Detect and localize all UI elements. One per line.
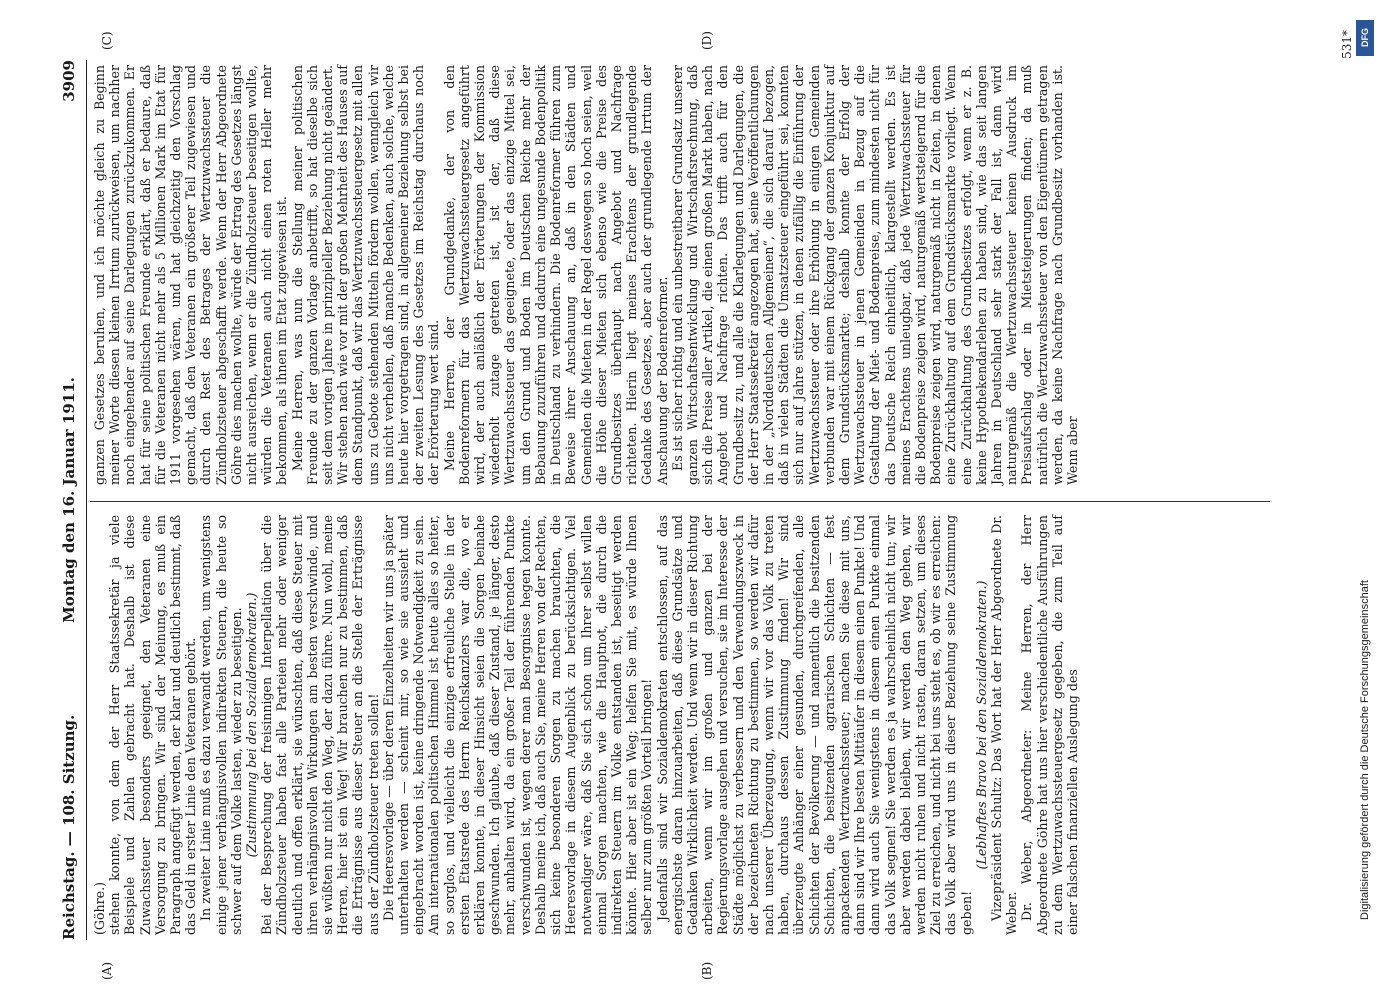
left-column bbox=[92, 515, 1080, 935]
dfg-logo: DFG bbox=[1356, 20, 1374, 56]
column-rule bbox=[90, 501, 1270, 502]
margin-mark-a: (A) bbox=[100, 961, 114, 980]
paragraph: Die Heeresvorlage — über deren Einzelheiten wir uns ja später unterhalten werden — scheint mir, so wie sie aussieht und eingebracht worden ist, keine dringende Notwendigkeit zu sein. Am internationalen politischen Himmel ist heute alles so heiter, so sorglos, und vielleicht die einzige erfreuliche Stelle in der ersten Etatsrede des Herrn Reichskanzlers war die, wo er erklären konnte, in dieser Hinsicht seien die Sorgen beinahe geschwunden. Ich glaube, daß dieser Zustand, je länger, desto mehr, anhalten wird, da ein großer Teil der führenden Punkte verschwunden ist, wegen derer man Besorgnisse hegen konnte. Deshalb meine ich, daß auch Sie, meine Herren von der Rechten, sich keine besonderen Sorgen zu machen brauchten, die Heeresvorlage in diesem Augenblick zu berücksichtigen. Viel notwendiger wäre, daß Sie sich schon um Ihrer selbst willen einmal Sorgen machten, wie die Hauptnot, die durch die indirekten Steuern im Volke entstanden ist, beseitigt werden könnte. Hier aber ist ein Weg; helfen Sie mit, es würde Ihnen selber nur zum größten Vorteil bringen! bbox=[380, 515, 655, 935]
paragraph: Jedenfalls sind wir Sozialdemokraten entschlossen, auf das energischste daran hinzuarbeiten, daß diese Grundsätze und Gedanken Wirklichkeit werden. Und wenn wir in dieser Richtung arbeiten, wenn wir im großen und ganzen bei der Regierungsvorlage ausgehen und versuchen, sie im Interesse der Städte möglichst zu verbessern und den Verwendungszweck in der bezeichneten Richtung zu bestimmen, so werden wir dafür nach unserer Überzeugung, wenn wir vor das Volk zu treten haben, durchaus dessen Zustimmung finden! Wir sind überzeugte Anhänger einer gesunden, durchgreifenden, alle Schichten der Bevölkerung — und namentlich die besitzenden Schichten, die besitzenden agrarischen Schichten — fest anpackenden Wertzuwachssteuer; machen Sie diese mit uns, dann sind wir Ihre besten Mittäufer in diesem einen Punkte! Und dann wird auch Sie wenigstens in diesem einen Punkte einmal das Volk segnen! Sie werden es ja wahrscheinlich nicht tun; wir aber werden dabei bleiben, wir werden den Weg gehen, wir werden nicht ruhen und nicht rasten, daran setzen, um dieses Ziel zu erreichen, und nicht bei uns steht es, ob wir es erreichen: das Volk aber wird uns in dieser Beziehung seine Zustimmung geben! bbox=[654, 515, 974, 935]
paragraph: In zweiter Linie muß es dazu verwandt werden, um wenigstens einige jener verhängnisvollen indirekten Steuern, die heute so schwer auf dem Volke lasten, wieder zu beseitigen. bbox=[198, 515, 244, 935]
page-header bbox=[60, 60, 84, 940]
dfg-banner bbox=[1350, 20, 1380, 980]
dfg-text: Digitalisierung gefördert durch die Deutsche Forschungsgemeinschaft bbox=[1359, 580, 1371, 920]
margin-mark-d: (D) bbox=[700, 31, 714, 50]
newspaper-page bbox=[40, 20, 1354, 980]
right-column bbox=[92, 65, 1080, 485]
paragraph: (Göhre.) bbox=[92, 881, 107, 935]
paragraph: Dr. Weber, Abgeordneter: Meine Herren, der Herr Abgeordnete Göhre hat uns hier verschiedentliche Ausführungen zu dem Wertzuwachssteuergesetz gegeben, die zum Teil auf einer falschen finanziellen Auslegung des bbox=[1019, 515, 1080, 935]
header-left: Reichstag. — 108. Sitzung. bbox=[60, 714, 78, 940]
paragraph: Es ist sicher richtig und ein unbestreitbarer Grundsatz unserer ganzen Wirtschaftsentwicklung und Wirtschaftsrechnung, daß sich die Preise aller Artikel, die einen großen Markt haben, nach Angebot und Nachfrage richten. Das trifft auch für den Grundbesitz zu, und alle die Klarlegungen und Darlegungen, die der Herr Staatssekretär angezogen hat, seine Veröffentlichungen in der „Norddeutschen Allgemeinen“, die sich darauf bezogen, daß in vielen Städten die Umsatzsteuer eingeführt sei, konnten sich nur auf Jahre stützen, in denen zufällig die Einführung der Wertzuwachssteuer oder ihre Erhöhung in einigen Gemeinden verbunden war mit einem Rückgang der ganzen Konjunktur auf dem Grundstücksmarkte; deshalb konnte der Erfolg der Wertzuwachssteuer in jenen Gemeinden in Bezug auf die Gestaltung der Miet- und Bodenpreise, zum mindesten nicht für das Deutsche Reich einheitlich, klargestellt werden. Es ist meines Erachtens unleugbar, daß jede Wertzuwachssteuer für die Bodenpreise zeigen wird, naturgemäß wertsteigernd für die Bodenpreise zeigen wird, naturgemäß nicht in Zeiten, in denen eine Zurückhaltung auf dem Grundstücksmarkte vorliegt. Wenn eine Zurückhaltung des Grundbesitzes erfolgt, wenn er z. B. keine Hypothekendarlehen zu haben sind, wie das seit langen Jahren in Deutschland sehr stark der Fall ist, dann wird naturgemäß die Wertzuwachssteuer keinen Ausdruck im Preisaufschlag oder in Mietsteigerungen finden; da muß natürlich die Wertzuwachssteuer von den Eigentümern getragen werden, da keine Nachfrage nach Grundbesitz vorhanden ist. Wenn aber bbox=[669, 65, 1080, 485]
header-date: Montag den 16. Januar 1911. bbox=[60, 377, 78, 623]
page-footer: 531* bbox=[1340, 30, 1354, 59]
margin-mark-b: (B) bbox=[700, 961, 714, 980]
paragraph: stehen konnte, von dem der Herr Staatssekretär ja viele Beispiele und Zahlen gebracht hat. Deshalb ist diese Zuwachssteuer besonders geeignet, den Veteranen eine Versorgung zu bringen. Wir sind der Meinung, es muß ein Paragraph angefügt werden, der klar und deutlich bestimmt, daß das Geld in erster Linie den Veteranen gehört. bbox=[107, 515, 199, 935]
paragraph: Bei der Besprechung der freisinnigen Interpellation über die Zündholzsteuer haben fast alle Parteien mehr oder weniger deutlich und offen erklärt, sie wünschten, daß diese Steuer mit ihren verhängnisvollen Wirkungen am besten verschwinde, und sie wüßten nur nicht den Weg, der dazu führe. Nun wohl, meine Herren, hier ist ein Weg! Wir brauchen nur zu bestimmen, daß die Erträgnisse aus dieser Steuer an die Stelle der Erträgnisse aus der Zündholzsteuer treten sollen! bbox=[259, 515, 381, 935]
paragraph: Meine Herren, was nun die Stellung meiner politischen Freunde zu der ganzen Vorlage anbetrifft, so hat dieselbe sich seit dem vorigen Jahre in prinzipieller Beziehung nicht geändert. Wir stehen nach wie vor mit der großen Mehrheit des Hauses auf dem Standpunkt, daß wir das Wertzuwachssteuergesetz mit allen uns zu Gebote stehenden Mitteln fördern wollen, wenngleich wir uns nicht verhehlen, daß manche Bedenken, auch solche, welche heute hier vorgetragen sind, in allgemeiner Beziehung selbst bei der zweiten Lesung des Gesetzes im Reichstag durchaus noch der Erörterung wert sind. bbox=[289, 65, 442, 485]
margin-mark-c: (C) bbox=[100, 31, 114, 50]
paragraph: Vizepräsident Schultz: Das Wort hat der Herr Abgeordnete Dr. Weber. bbox=[988, 515, 1020, 935]
paragraph: (Zustimmung bei den Sozialdemokraten.) bbox=[244, 592, 260, 858]
paragraph: (Lebhaftes Bravo bei den Sozialdemokraten.) bbox=[973, 580, 989, 870]
header-rule bbox=[86, 60, 87, 940]
paragraph: ganzen Gesetzes beruhen, und ich möchte gleich zu Beginn meiner Worte diesen kleinen Irrtum zurückweisen, um nachher noch eingehender auf seine Darlegungen zurückzukommen. Er hat für seine politischen Freunde erklärt, daß er bedaure, daß für die Veteranen nicht mehr als 5 Millionen Mark im Etat für 1911 vorgesehen wären, und hat gleichzeitig den Vorschlag gemacht, daß den Veteranen ein größerer Teil zugewiesen und durch den Rest des Betrages der Wertzuwachssteuer die Zündholzsteuer abgeschafft werde. Wenn der Herr Abgeordnete Göhre dies machen wollte, würde der Ertrag des Gesetzes längst nicht ausreichen, wenn er die Zündholzsteuer beseitigen wollte, würden die Veteranen auch nicht einen roten Heller mehr bekommen, als ihnen im Etat zugewiesen ist. bbox=[92, 65, 290, 485]
paragraph: Meine Herren, der Grundgedanke, der von den Bodenreformern für das Wertzuwachssteuergesetz angeführt wird, der auch anläßlich der Erörterungen der Kommission wiederholt zutage getreten ist, ist der, daß diese Wertzuwachssteuer das geeignete, oder das einzige Mittel sei, um den Grund und Boden im Deutschen Reiche mehr der Bebauung zuzuführen und dadurch eine ungesunde Bodenpolitik in Deutschland zu verhindern. Die Bodenreformer führen zum Beweise ihrer Anschauung an, daß in den Städten und Gemeinden die Mieten in der Regel deswegen so hoch seien, weil die Höhe dieser Mieten sich ebenso wie die Preise des Grundbesitzes überhaupt nach Angebot und Nachfrage richteten. Hierin liegt meines Erachtens der grundlegende Gedanke des Gesetzes, aber auch der grundlegende Irrtum der Anschauung der Bodenreformer. bbox=[441, 65, 670, 485]
page-number: 3909 bbox=[60, 60, 78, 102]
